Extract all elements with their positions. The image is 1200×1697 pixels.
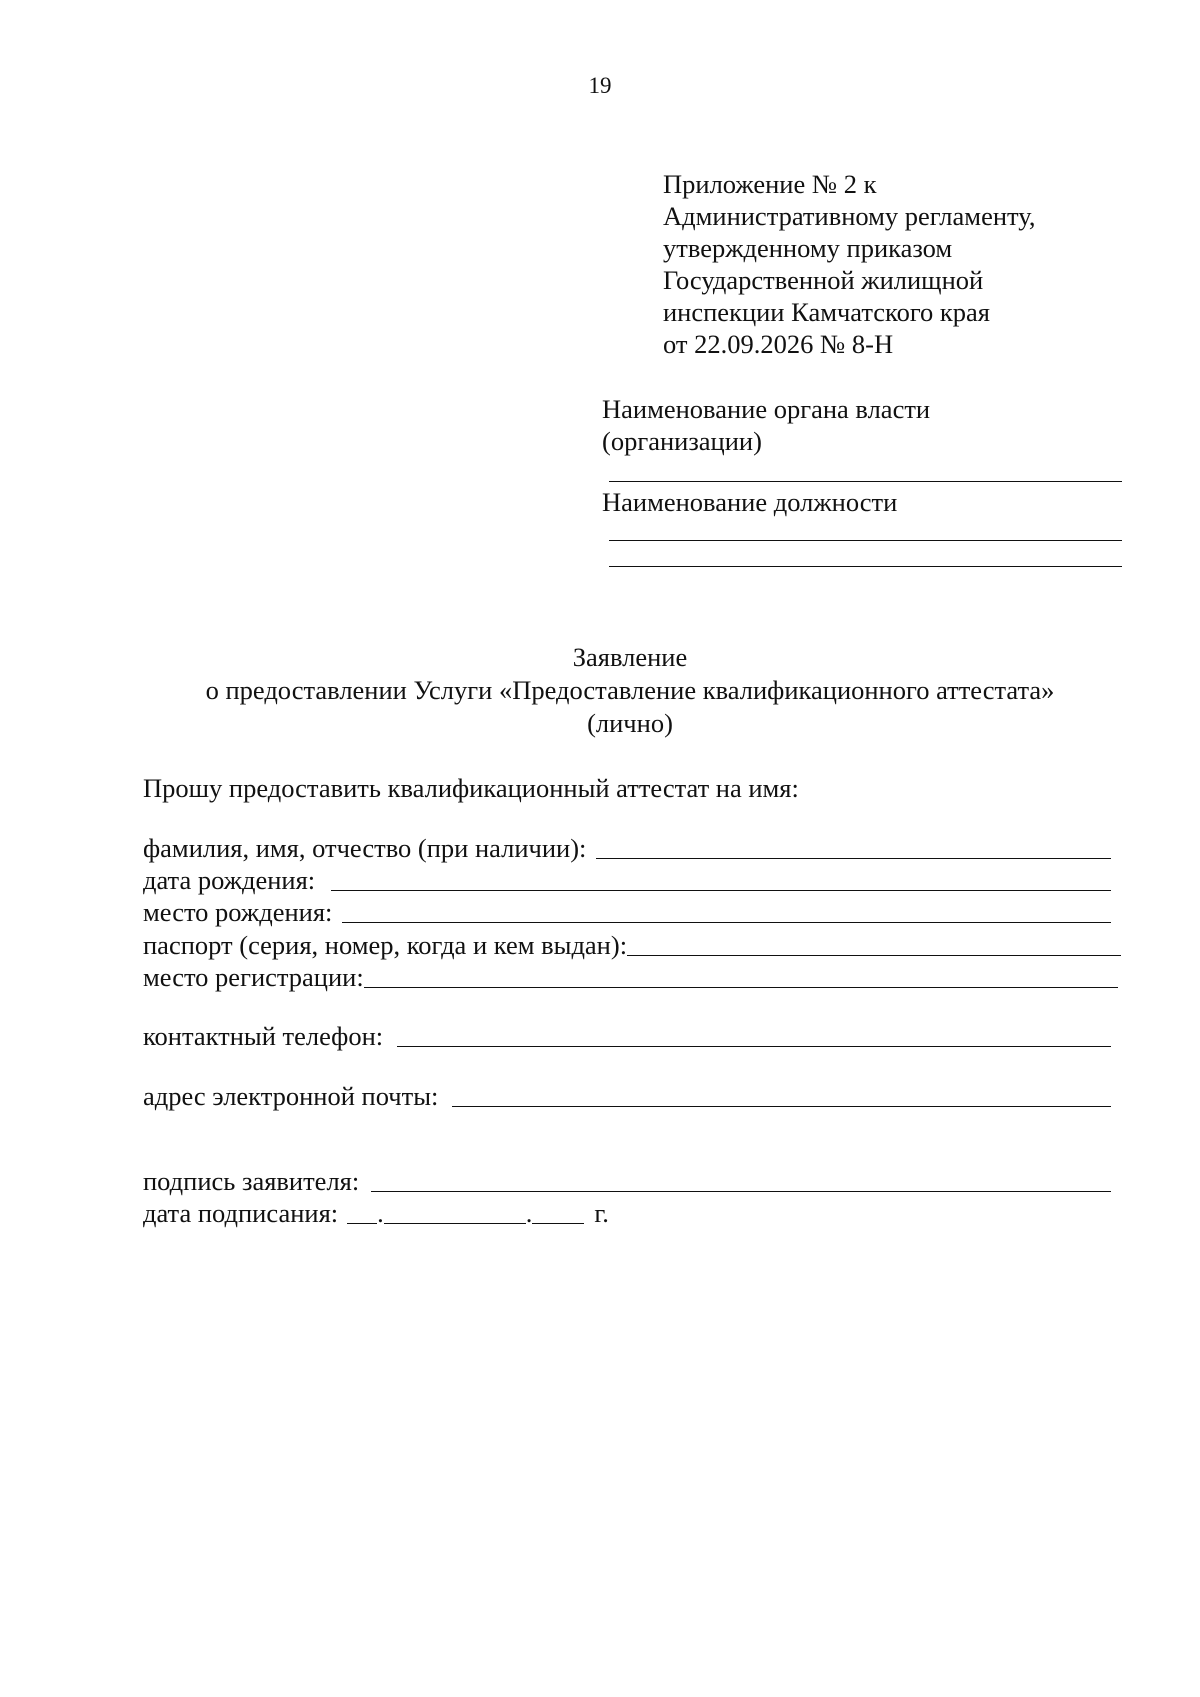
signing-date-row xyxy=(143,1197,609,1229)
registration-field[interactable] xyxy=(364,987,1118,988)
authority-name-label xyxy=(602,393,1122,457)
full-name-label: фамилия, имя, отчество (при наличии): xyxy=(143,833,587,863)
appendix-header xyxy=(663,168,1143,360)
signing-month-field[interactable] xyxy=(384,1223,526,1224)
form-mode-block xyxy=(0,707,1200,740)
appendix-line: от 22.09.2026 № 8-Н xyxy=(663,329,894,359)
phone-field[interactable] xyxy=(397,1046,1111,1047)
authority-label-line-1: Наименование органа власти xyxy=(602,394,931,424)
form-title: Заявление xyxy=(572,642,688,672)
date-separator: . xyxy=(377,1198,384,1228)
form-subtitle-block xyxy=(0,674,1200,707)
passport-row xyxy=(143,929,1121,961)
signature-row xyxy=(143,1165,1111,1197)
form-mode: (лично) xyxy=(587,708,673,738)
birth-place-label: место рождения: xyxy=(143,897,333,927)
authority-label-line-2: (организации) xyxy=(602,426,762,456)
position-name-field-2[interactable] xyxy=(609,566,1122,567)
date-separator: . xyxy=(525,1198,533,1228)
form-title-block xyxy=(0,641,1200,674)
appendix-line: Приложение № 2 к xyxy=(663,169,877,199)
page-number: 19 xyxy=(588,73,612,98)
year-suffix: г. xyxy=(594,1198,609,1228)
birth-place-field[interactable] xyxy=(342,922,1111,923)
appendix-line: Государственной жилищной xyxy=(663,265,984,295)
full-name-field[interactable] xyxy=(596,858,1111,859)
signing-date-label: дата подписания: xyxy=(143,1198,339,1228)
signature-field[interactable] xyxy=(371,1191,1111,1192)
birth-place-row xyxy=(143,896,1111,928)
position-name-field[interactable] xyxy=(609,540,1122,541)
signing-day-field[interactable] xyxy=(347,1223,377,1224)
email-field[interactable] xyxy=(452,1106,1111,1107)
appendix-line: инспекции Камчатского края xyxy=(663,297,990,327)
email-row xyxy=(143,1080,1111,1112)
phone-row xyxy=(143,1020,1111,1052)
position-name-label: Наименование должности xyxy=(602,487,898,517)
form-subtitle: о предоставлении Услуги «Предоставление квалификационного аттестата» xyxy=(205,675,1055,705)
passport-field[interactable] xyxy=(627,955,1121,956)
phone-label: контактный телефон: xyxy=(143,1021,384,1051)
birth-date-label: дата рождения: xyxy=(143,865,316,895)
registration-label: место регистрации: xyxy=(143,962,364,992)
signing-year-field[interactable] xyxy=(532,1223,584,1224)
email-label: адрес электронной почты: xyxy=(143,1081,439,1111)
appendix-line: Административному регламенту, xyxy=(663,201,1036,231)
authority-name-field[interactable] xyxy=(609,481,1122,482)
registration-row xyxy=(143,961,1118,993)
request-statement: Прошу предоставить квалификационный аттестат на имя: xyxy=(143,773,799,803)
appendix-line: утвержденному приказом xyxy=(663,233,953,263)
birth-date-row xyxy=(143,864,1111,896)
passport-label: паспорт (серия, номер, когда и кем выдан): xyxy=(143,930,628,960)
birth-date-field[interactable] xyxy=(331,890,1111,891)
full-name-row xyxy=(143,832,1111,864)
signature-label: подпись заявителя: xyxy=(143,1166,360,1196)
